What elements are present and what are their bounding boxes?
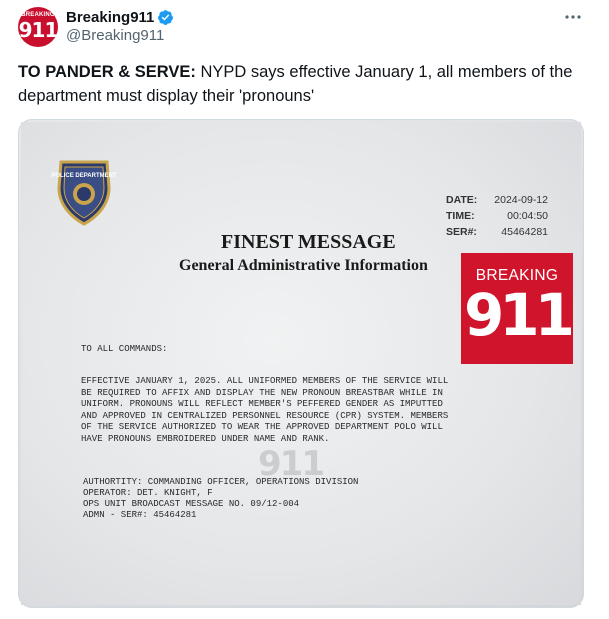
avatar-number: 911 — [18, 18, 58, 42]
logo-top-text: BREAKING — [475, 267, 559, 284]
footer-line: OPS UNIT BROADCAST MESSAGE NO. 09/12-004 — [83, 499, 300, 509]
meta-label: TIME: — [446, 210, 475, 222]
handle[interactable]: @Breaking911 — [66, 27, 165, 44]
meta-value: 00:04:50 — [507, 210, 548, 222]
breaking911-logo — [461, 253, 573, 364]
message-footer — [83, 477, 358, 521]
tweet-body: NYPD says effective January 1, all members of the department must display their 'pronouns' — [18, 63, 573, 105]
document-title: FINEST MESSAGE — [221, 231, 396, 253]
message-body — [81, 376, 448, 445]
meta-row — [446, 208, 548, 224]
footer-line: ADMN - SER#: 45464281 — [83, 510, 197, 520]
meta-label: DATE: — [446, 194, 478, 206]
body-line: BE REQUIRED TO AFFIX AND DISPLAY THE NEW PRONOUN BREASTBAR WHILE IN — [81, 387, 443, 398]
body-line: HAVE PRONOUNS EMBROIDERED UNDER NAME AND RANK. — [81, 433, 330, 444]
avatar[interactable] — [18, 7, 58, 47]
tweet-text — [18, 60, 593, 108]
tweet-media[interactable] — [18, 119, 584, 608]
body-line: OF THE SERVICE AUTHORIZED TO WEAR THE APPROVED DEPARTMENT POLO WILL — [81, 422, 443, 432]
meta-label: SER#: — [446, 226, 477, 238]
logo-number: 911 — [463, 281, 571, 349]
police-badge-icon — [51, 158, 117, 226]
body-line: UNIFORM. PRONOUNS WILL REFLECT MEMBER'S PEFFERED GENDER AS IMPUTTED — [81, 399, 443, 409]
footer-line: OPERATOR: DET. KNIGHT, F — [83, 488, 213, 498]
meta-row — [446, 192, 548, 208]
document-subtitle: General Administrative Information — [179, 257, 428, 274]
verified-badge-icon — [157, 9, 174, 26]
meta-row — [446, 224, 548, 240]
watermark: 911 — [258, 444, 323, 484]
more-options-icon[interactable] — [560, 7, 586, 27]
footer-line: AUTHORTITY: COMMANDING OFFICER, OPERATIONS DIVISION — [83, 477, 359, 487]
body-line: EFFECTIVE JANUARY 1, 2025. ALL UNIFORMED MEMBERS OF THE SERVICE WILL — [81, 376, 449, 386]
document-photo — [21, 122, 581, 605]
to-all-commands: TO ALL COMMANDS: — [81, 344, 168, 354]
name-row — [66, 7, 174, 27]
avatar-top-text: BREAKING — [21, 12, 55, 18]
display-name[interactable]: Breaking911 — [66, 8, 155, 26]
document-meta — [446, 192, 548, 240]
meta-value: 2024-09-12 — [494, 194, 548, 206]
body-line: AND APPROVED IN CENTRALIZED PERSONNEL RESOURCE (CPR) SYSTEM. MEMBERS — [81, 410, 449, 421]
badge-text: POLICE DEPARTMENT — [51, 173, 117, 179]
tweet-lead: TO PANDER & SERVE: — [18, 63, 196, 81]
meta-value: 45464281 — [501, 226, 548, 238]
